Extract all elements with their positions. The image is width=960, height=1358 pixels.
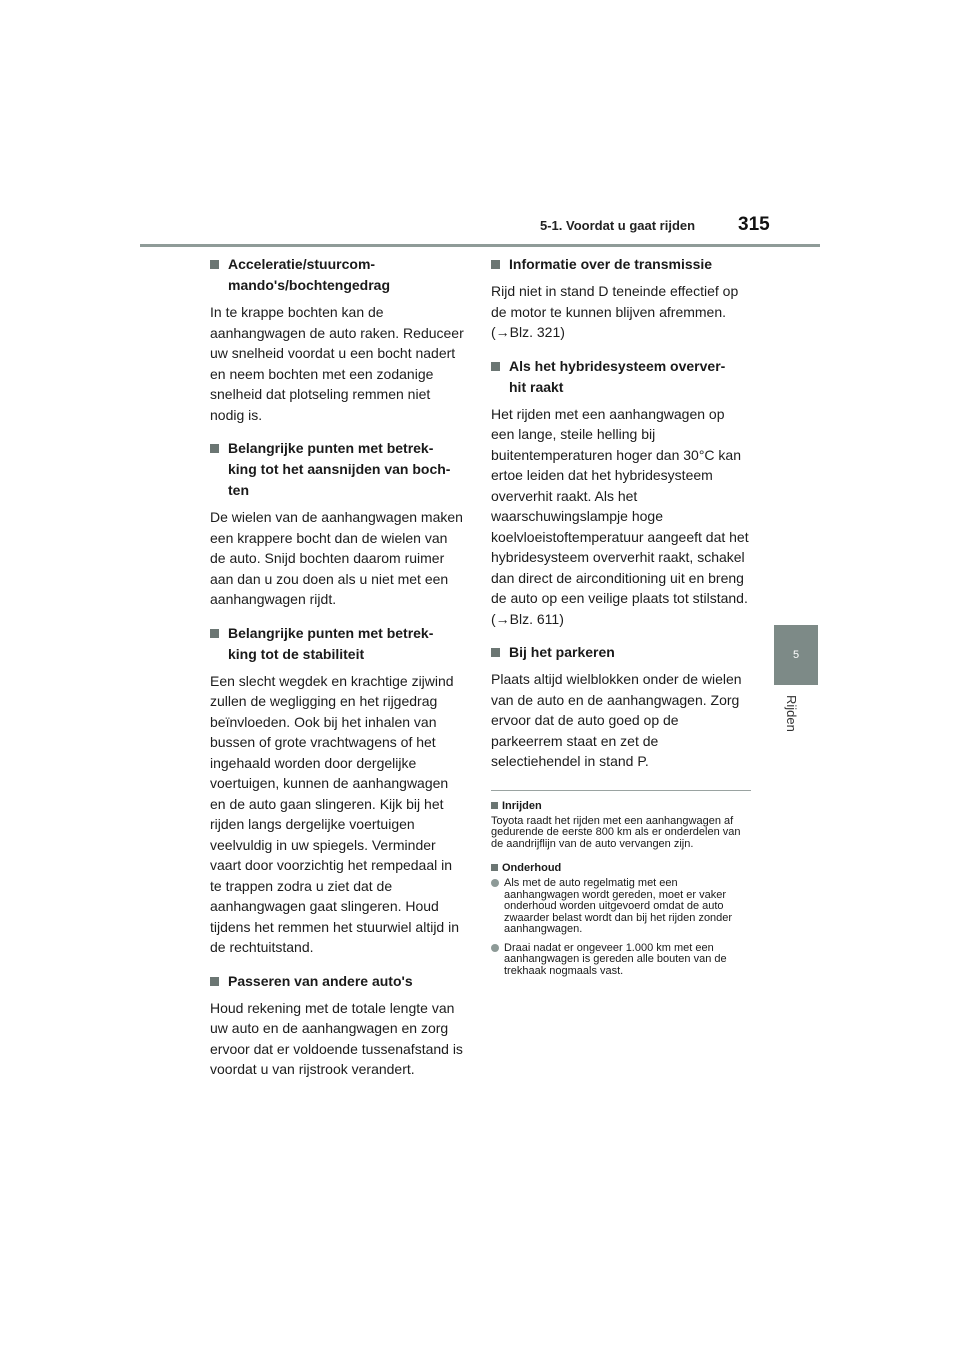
section-heading: Belangrijke punten met betrek- king tot het aansnijden van boch- ten bbox=[210, 438, 464, 501]
square-bullet-icon bbox=[210, 444, 219, 453]
header-divider bbox=[140, 244, 820, 247]
square-bullet-icon bbox=[210, 977, 219, 986]
page-number: 315 bbox=[738, 214, 770, 235]
note-text: Toyota raadt het rijden met een aanhangwagen af gedurende de eerste 800 km als er onderdelen van de aandrijflijn van de auto vervangen zijn. bbox=[491, 814, 741, 850]
square-bullet-icon bbox=[491, 648, 500, 657]
note-heading: Onderhoud bbox=[491, 861, 751, 875]
square-bullet-icon bbox=[491, 362, 500, 371]
chapter-number: 5 bbox=[792, 649, 800, 661]
paragraph: De wielen van de aanhangwagen maken een krappere bocht dan de wielen van de auto. Snijd bochten daarom ruimer aan dan u zou doen als u niet met een aanhangwagen rijdt. bbox=[210, 509, 463, 607]
square-bullet-icon bbox=[210, 629, 219, 638]
section-heading: Acceleratie/stuurcom- mando's/bochtengedrag bbox=[210, 254, 464, 296]
left-column bbox=[210, 254, 464, 1093]
chapter-tab bbox=[774, 625, 818, 685]
paragraph: Een slecht wegdek en krachtige zijwind zullen de wegligging en het rijgedrag beïnvloeden. Ook bij het inhalen van bussen of grote vrachtwagens of het ingehaald worden door dergelijke voertuigen, kunnen de aanhangwagen en de auto gaan slingeren. Kijk bij het rijden langs dergelijke voertuigen veelvuldig in uw spiegels. Verminder vaart door voorzichtig het rempedaal in te trappen zodra u ziet dat de aanhangwagen gaat slingeren. Houd tijdens het remmen het stuurwiel altijd in de rechtuitstand. bbox=[210, 672, 460, 955]
section-heading: Als het hybridesysteem overver- hit raakt bbox=[491, 356, 751, 398]
notes-divider bbox=[491, 790, 751, 791]
section-heading: Passeren van andere auto's bbox=[210, 971, 464, 992]
square-bullet-icon bbox=[491, 802, 498, 809]
round-bullet-icon bbox=[491, 944, 499, 952]
section-heading: Bij het parkeren bbox=[491, 642, 751, 663]
section-title: 5-1. Voordat u gaat rijden bbox=[540, 218, 696, 233]
paragraph: Houd rekening met de totale lengte van uw auto en de aanhangwagen en zorg ervoor dat er voldoende tussenafstand is voordat u van rijstrook verandert. bbox=[210, 999, 463, 1077]
note-bullet: Draai nadat er ongeveer 1.000 km met een aanhangwagen is gereden alle bouten van de trekhaak nogmaals vast. bbox=[491, 943, 751, 978]
square-bullet-icon bbox=[210, 260, 219, 269]
note-bullet: Als met de auto regelmatig met een aanhangwagen wordt gereden, moet er vaker onderhoud worden uitgevoerd omdat de auto zwaarder belast wordt dan bij het rijden zonder aanhangwagen. bbox=[491, 878, 751, 936]
paragraph: Plaats altijd wielblokken onder de wielen van de auto en de aanhangwagen. Zorg ervoor dat de auto goed op de parkeerrem staat en zet de selectiehendel in stand P. bbox=[491, 671, 742, 769]
chapter-label: Rijden bbox=[784, 695, 799, 732]
note-heading: Inrijden bbox=[491, 799, 751, 813]
right-column bbox=[491, 254, 751, 984]
section-heading: Belangrijke punten met betrek- king tot de stabiliteit bbox=[210, 623, 464, 665]
paragraph: Rijd niet in stand D teneinde effectief op de motor te kunnen blijven afremmen. (→Blz. 321) bbox=[491, 283, 739, 340]
square-bullet-icon bbox=[491, 260, 500, 269]
paragraph: Het rijden met een aanhangwagen op een lange, steile helling bij buitentemperaturen hoger dan 30°C kan ertoe leiden dat het hybridesysteem oververhit raakt. Als het waarschuwingslampje hoge koelvloeistoftemperatuur aangeeft dat het hybridesysteem oververhit raakt, schakel dan direct de airconditioning uit en breng de auto op een veilige plaats tot stilstand. (→Blz. 611) bbox=[491, 405, 749, 627]
square-bullet-icon bbox=[491, 864, 498, 871]
section-heading: Informatie over de transmissie bbox=[491, 254, 751, 275]
paragraph: In te krappe bochten kan de aanhangwagen de auto raken. Reduceer uw snelheid voordat u een bocht nadert en neem bochten met een zodanige snelheid dat plotseling remmen niet nodig is. bbox=[210, 304, 464, 423]
round-bullet-icon bbox=[491, 879, 499, 887]
